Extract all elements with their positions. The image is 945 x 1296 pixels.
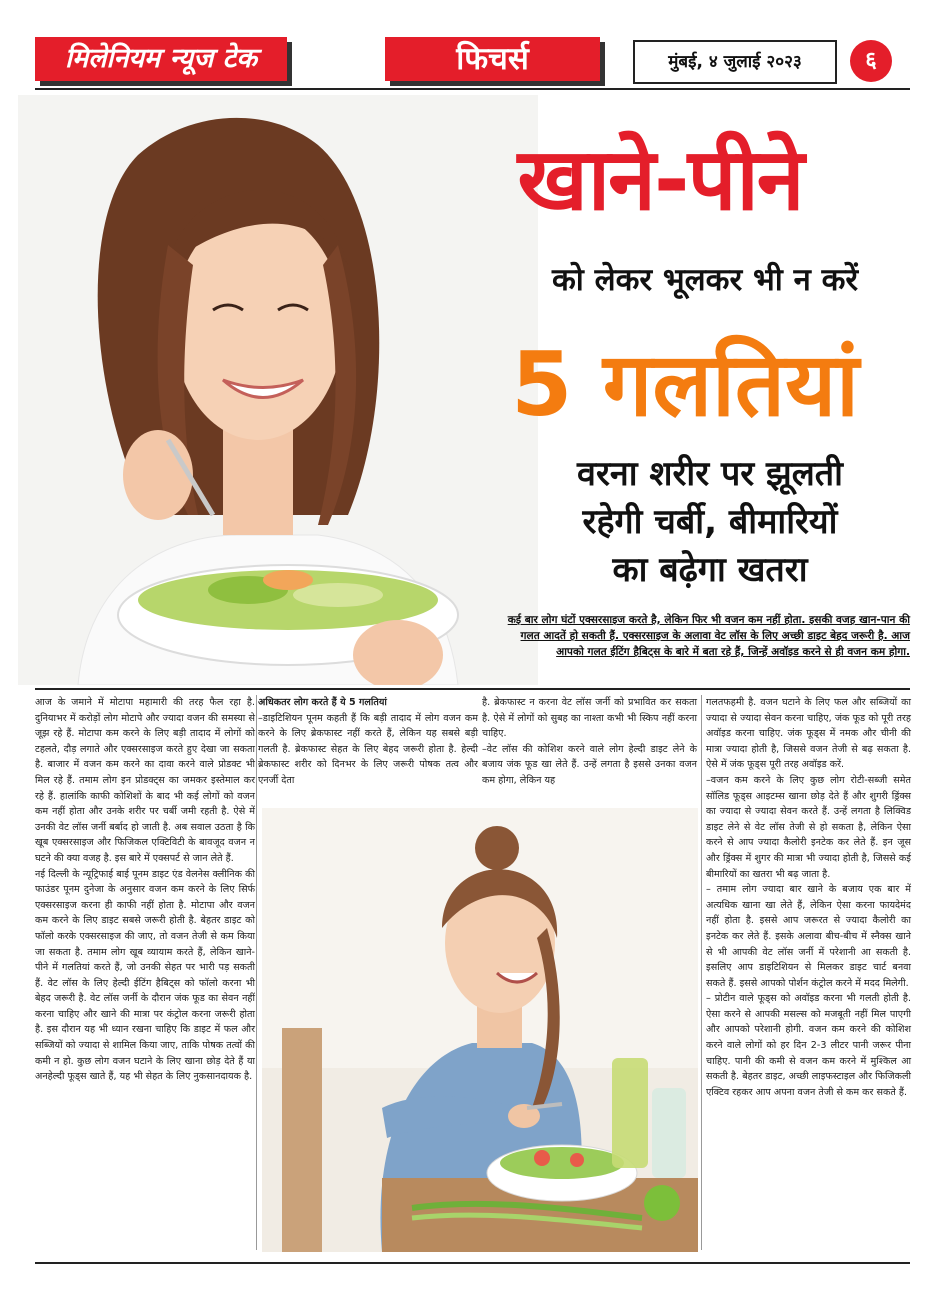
column-divider [256,695,257,1250]
article-paragraph: नई दिल्ली के न्यूट्रिफाई बाई पूनम डाइट एंड वेलनेस क्लीनिक की फाउंडर पूनम दुनेजा के अनुसार वजन कम करने के लिए सिर्फ एक्सरसाइज करना ही काफी नहीं होता है. मोटापा और वजन कम करने के लिए डाइट सबसे जरूरी होती है. बेहतर डाइट को फॉलो करके एक्सरसाइज की जाए, तो वजन तेजी से कम किया जा सकता है. तमाम लोग खूब व्यायाम करते हैं, लेकिन खाने-पीने में गलतियां करते हैं, जो उनकी सेहत पर भारी पड़ सकती हैं. वेट लॉस के लिए हेल्दी ईटिंग हैबिट्स को फॉलो करना भी बेहद जरूरी है. वेट लॉस जर्नी के दौरान जंक फूड का सेवन नहीं करना चाहिए और खाने की मात्रा पर कंट्रोल करना जरूरी होता है. इस दौरान यह भी ध्यान रखना चाहिए कि डाइट में फल और सब्जियों को ज्यादा से शामिल किया जाए, ताकि पोषक तत्वों की कमी न हो. कुछ लोग वजन घटाने के लिए खाना छोड़ देते हैं या अनहेल्दी फूड्स खाते हैं, यह भी सेहत के लिए नुकसानदायक है. [35,868,255,1083]
intro-paragraph: कई बार लोग घंटों एक्सरसाइज करते है, लेकिन फिर भी वजन कम नहीं होता. इसकी वजह खान-पान की गलत आदतें हो सकती हैं. एक्सरसाइज के अलावा वेट लॉस के लिए अच्छी डाइट बेहद जरूरी है. आज आपको गलत ईटिंग हैबिट्स के बारे में बता रहे हैं, जिन्हें अवॉइड करने से ही वजन कम होगा. [507,614,910,658]
body-top-rule [35,688,910,690]
headline-warning-line3: का बढ़ेगा खतरा [612,550,808,590]
headline-sub: को लेकर भूलकर भी न करें [551,262,859,298]
article-paragraph: आज के जमाने में मोटापा महामारी की तरह फैल रहा है. दुनियाभर में करोड़ों लोग मोटापे और ज्यादा वजन की समस्या से जूझ रहे हैं. मोटापा कम करने के लिए बड़ी तादाद में लोगों को टहलते, दौड़ लगाते और एक्सरसाइज करते हुए देखा जा सकता है. बाजार में वजन कम करने का दावा करने वाले प्रोडक्ट भी मिल रहे हैं. तमाम लोग इन प्रोडक्ट्स का जमकर इस्तेमाल कर रहे हैं. हालांकि काफी कोशिशों के बाद भी कई लोगों को वजन कम नहीं होता और उनके शरीर पर चर्बी जमी रहती है. ऐसे में उनकी वेट लॉस जर्नी बर्बाद हो जाती है. अब सवाल उठता है कि खूब एक्सरसाइज और फिजिकल एक्टिविटी के बावजूद वजन न घटने की क्या वजह है. इस बारे में एक्सपर्ट से जान लेते हैं. [35,697,255,864]
column-subhead: अधिकतर लोग करते हैं ये 5 गलतियां [258,697,387,708]
page-number: ६ [850,40,892,82]
article-paragraph: –डाइटिशियन पूनम कहती हैं कि बड़ी तादाद में लोग वजन कम करने के लिए ब्रेकफास्ट नहीं करते हैं, लेकिन यह सबसे बड़ी गलती है. ब्रेकफास्ट सेहत के लिए बेहद जरूरी होता है. हेल्दी ब्रेकफास्ट शरीर को दिनभर के लिए जरूरी पोषक तत्व और एनर्जी देता [258,712,478,786]
article-column-2 [258,695,478,789]
headline-main: खाने-पीने [517,130,803,230]
article-paragraph: –वेट लॉस की कोशिश करने वाले लोग हेल्दी डाइट लेने के बजाय जंक फूड खा लेते हैं. उन्हें लगता है इससे उनका वजन कम होगा, लेकिन यह [482,743,697,786]
section-title: फिचर्स [385,37,600,81]
article-paragraph: है. ब्रेकफास्ट न करना वेट लॉस जर्नी को प्रभावित कर सकता है. ऐसे में लोगों को सुबह का नाश्ता कभी भी स्किप नहीं करना चाहिए. [482,697,697,740]
masthead: मिलेनियम न्यूज टेक [35,37,287,81]
headline-warning-line1: वरना शरीर पर झूलती [577,454,843,494]
dateline: मुंबई, ४ जुलाई २०२३ [633,40,837,84]
headline-number: 5 गलतियां [511,333,859,436]
headline-warning [520,450,900,594]
footer-rule [35,1262,910,1264]
article-column-1 [35,695,255,1085]
article-paragraph: – प्रोटीन वाले फूड्स को अवॉइड करना भी गलती होती है. ऐसा करने से आपकी मसल्स को मजबूती नहीं मिल पाएगी और आपको परेशानी होगी. वजन कम करने की कोशिश करने वाले लोगों को हर दिन 2-3 लीटर पानी जरूर पीना चाहिए. पानी की कमी से वजन कम करने में मुश्किल आ सकती है. बेहतर डाइट, अच्छी लाइफस्टाइल और फिजिकली एक्टिव रहकर आप अपना वजन तेजी से कम कर सकते हैं. [706,993,911,1098]
article-paragraph: – तमाम लोग ज्यादा बार खाने के बजाय एक बार में अत्यधिक खाना खा लेते हैं, लेकिन ऐसा करना फायदेमंद नहीं होता है. इससे आप जरूरत से ज्यादा कैलोरी का इनटेक कर लेते हैं. इसके अलावा बीच-बीच में स्नैक्स खाने से भी आपकी वेट लॉस जर्नी में परेशानी आ सकती है. इसलिए आप डाइटिशियन से मिलकर डाइट चार्ट बनवा सकते हैं. इससे आपको पोर्शन कंट्रोल करने में मदद मिलेगी. [706,884,911,989]
headline-warning-line2: रहेगी चर्बी, बीमारियों [582,502,838,542]
column-divider [701,695,702,1250]
article-column-4 [706,695,911,1100]
header-rule [35,88,910,90]
photo-woman-at-table [262,808,698,1252]
article-column-3 [482,695,697,789]
article-paragraph: –वजन कम करने के लिए कुछ लोग रोटी-सब्जी समेत सॉलिड फूड्स आइटम्स खाना छोड़ देते हैं और शुगरी ड्रिंक्स का ज्यादा से ज्यादा सेवन करते हैं. उन्हें लगता है लिक्विड डाइट लेने से वेट लॉस तेजी से हो सकता है, लेकिन ऐसा करने से आप ज्यादा कैलोरी इनटेक कर लेते हैं. इन जूस और ड्रिंक्स में शुगर की मात्रा भी ज्यादा होती है, जिससे कई बीमारियों का खतरा भी बढ़ जाता है. [706,774,911,880]
article-paragraph: गलतफहमी है. वजन घटाने के लिए फल और सब्जियों का ज्यादा से ज्यादा सेवन करना चाहिए, जंक फूड को पूरी तरह अवॉइड करना चाहिए. जंक फूड्स में नमक और चीनी की मात्रा ज्यादा होती है, जिससे वजन तेजी से बढ़ सकता है. ऐसे में जंक फूड्स पूरी तरह अवॉइड करें. [706,697,911,771]
